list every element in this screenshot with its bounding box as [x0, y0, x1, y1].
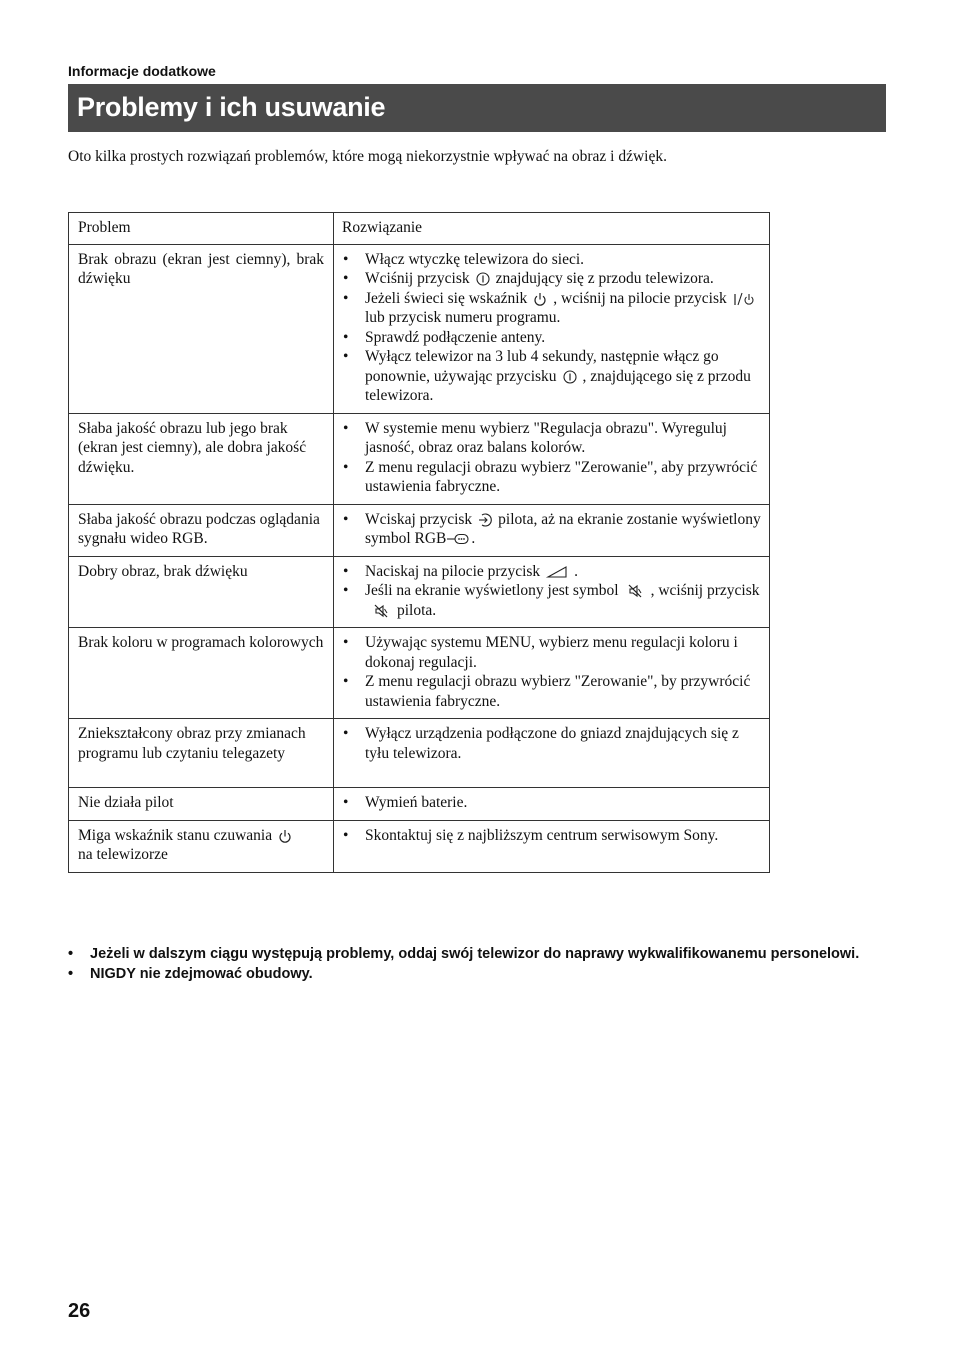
problem-text: na telewizorze: [78, 846, 168, 863]
solution-text: Skontaktuj się z najbliższym centrum serwisowym Sony.: [365, 826, 719, 844]
power-button-icon: [562, 369, 578, 385]
list-item: [342, 724, 763, 763]
list-item: [342, 633, 763, 672]
solution-text: .: [471, 530, 476, 547]
mute-icon: [627, 583, 643, 599]
solution-list: [342, 419, 763, 497]
problem-cell: Słaba jakość obrazu podczas oglądania sygnału wideo RGB.: [69, 504, 334, 556]
solution-text: W systemie menu wybierz "Regulacja obrazu". Wyreguluj jasność, obraz oraz balans kolorów.: [365, 419, 727, 456]
solution-text: Naciskaj na pilocie przycisk: [365, 562, 541, 580]
standby-icon: [532, 291, 548, 307]
solution-text: , znajdującego się z przodu telewizora.: [365, 367, 751, 404]
solution-cell: [334, 504, 770, 556]
solution-text: Używając systemu MENU, wybierz menu regulacji koloru i dokonaj regulacji.: [365, 634, 738, 671]
list-item: [342, 826, 763, 846]
solution-list: [342, 793, 763, 813]
solution-cell: [334, 719, 770, 788]
section-label: Informacje dodatkowe: [68, 63, 216, 79]
power-button-icon: [475, 271, 491, 287]
solution-cell: [334, 628, 770, 719]
solution-list: [342, 250, 763, 406]
list-item: [342, 269, 763, 289]
solution-cell: [334, 788, 770, 821]
problem-cell: Brak obrazu (ekran jest ciemny), brak dźwięku: [69, 244, 334, 413]
problem-text: Miga wskaźnik stanu czuwania: [78, 826, 273, 844]
table-row: [69, 244, 770, 413]
column-header-solution: Rozwiązanie: [334, 213, 770, 245]
solution-text: , wciśnij na pilocie przycisk: [553, 289, 727, 307]
tv-standby-icon: [732, 291, 756, 307]
warning-notes: [68, 944, 868, 984]
solution-list: [342, 826, 763, 846]
table-row: [69, 413, 770, 504]
solution-text: Wyłącz telewizor na 3 lub 4 sekundy, następnie włącz go ponownie, używając przycisku: [365, 348, 719, 385]
solution-cell: [334, 413, 770, 504]
list-item: [342, 347, 763, 406]
solution-text: pilota.: [397, 601, 437, 619]
table-row: [69, 820, 770, 872]
list-item: [342, 458, 763, 497]
title-bar: [68, 84, 886, 132]
page-title: Problemy i ich usuwanie: [77, 92, 386, 122]
solution-text: Wciśnij przycisk: [365, 270, 470, 287]
list-item: • Jeżeli w dalszym ciągu występują problemy, oddaj swój telewizor do naprawy wykwalifikowanemu personelowi.: [68, 944, 868, 964]
solution-list: [342, 724, 763, 763]
list-item: • NIGDY nie zdejmować obudowy.: [68, 964, 868, 984]
input-select-icon: [477, 512, 493, 528]
list-item: [342, 581, 763, 620]
solution-cell: [334, 820, 770, 872]
solution-text: Wciskaj przycisk: [365, 510, 473, 528]
column-header-problem: Problem: [69, 213, 334, 245]
solution-list: [342, 633, 763, 711]
list-item: [342, 419, 763, 458]
standby-icon: [277, 828, 293, 844]
problem-cell: Dobry obraz, brak dźwięku: [69, 556, 334, 628]
list-item: [342, 793, 763, 813]
solution-text: Włącz wtyczkę telewizora do sieci.: [365, 250, 585, 268]
solution-text: Wyłącz urządzenia podłączone do gniazd znajdujących się z tyłu telewizora.: [365, 725, 739, 762]
solution-text: znajdujący się z przodu telewizora.: [495, 270, 714, 287]
problem-cell: [69, 820, 334, 872]
solution-text: Jeżeli świeci się wskaźnik: [365, 289, 528, 307]
solution-text: , wciśnij przycisk: [650, 582, 760, 599]
list-item: [342, 250, 763, 270]
table-row: [69, 788, 770, 821]
solution-cell: [334, 556, 770, 628]
list-item: [342, 289, 763, 328]
solution-text: .: [574, 562, 579, 580]
problem-cell: Zniekształcony obraz przy zmianach programu lub czytaniu telegazety: [69, 719, 334, 788]
solution-cell: [334, 244, 770, 413]
mute-icon: [373, 603, 389, 619]
solution-text: Z menu regulacji obrazu wybierz "Zerowanie", aby przywrócić ustawienia fabryczne.: [365, 458, 758, 495]
table-row: [69, 556, 770, 628]
solution-text: Jeśli na ekranie wyświetlony jest symbol: [365, 582, 619, 599]
list-item: [342, 562, 763, 582]
table-row: [69, 719, 770, 788]
page-number: 26: [68, 1300, 91, 1322]
troubleshooting-table: [68, 212, 770, 873]
solution-list: [342, 510, 763, 549]
problem-cell: Brak koloru w programach kolorowych: [69, 628, 334, 719]
rgb-input-icon: [446, 531, 470, 547]
table-row: [69, 628, 770, 719]
list-item: [342, 510, 763, 549]
table-header-row: [69, 213, 770, 245]
solution-text: Z menu regulacji obrazu wybierz "Zerowanie", by przywrócić ustawienia fabryczne.: [365, 673, 751, 710]
solution-text: pilota, aż na ekranie zostanie wyświetlony symbol RGB: [365, 510, 761, 547]
intro-text: Oto kilka prostych rozwiązań problemów, które mogą niekorzystnie wpływać na obraz i dźwięk.: [68, 148, 667, 165]
problem-cell: Słaba jakość obrazu lub jego brak (ekran jest ciemny), ale dobra jakość dźwięku.: [69, 413, 334, 504]
volume-icon: [545, 564, 569, 580]
table-row: [69, 504, 770, 556]
list-item: [342, 672, 763, 711]
solution-text: Wymień baterie.: [365, 794, 468, 811]
solution-list: [342, 562, 763, 621]
problem-cell: Nie działa pilot: [69, 788, 334, 821]
solution-text: lub przycisk numeru programu.: [365, 309, 561, 326]
list-item: [342, 328, 763, 348]
solution-text: Sprawdź podłączenie anteny.: [365, 328, 546, 346]
